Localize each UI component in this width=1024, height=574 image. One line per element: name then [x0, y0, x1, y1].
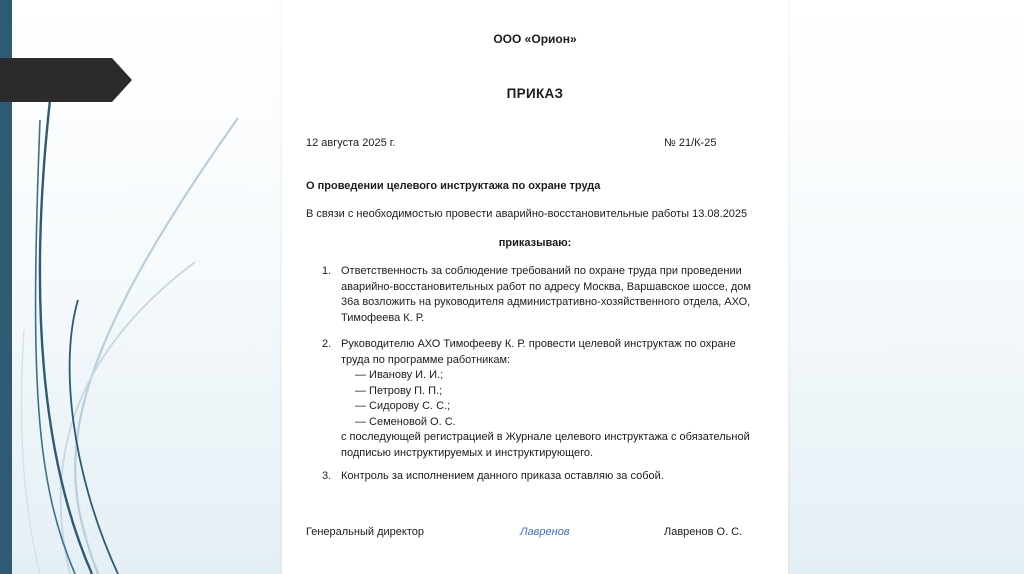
employee-list-item: — Иванову И. И.; — [355, 369, 444, 381]
item-line: труда по программе работникам: — [341, 353, 511, 366]
item-line: Контроль за исполнением данного приказа оставляю за собой. — [341, 470, 664, 482]
document-preamble: В связи с необходимостью провести аварийно-восстановительные работы 13.08.2025 — [306, 208, 748, 220]
title-tab-arrow — [0, 58, 134, 102]
document-date: 12 августа 2025 г. — [306, 137, 396, 149]
document-title: ПРИКАЗ — [506, 86, 564, 101]
order-keyword: приказываю: — [498, 237, 572, 249]
item-line: 36а возложить на руководителя административно-хозяйственного отдела, АХО, — [341, 296, 751, 308]
handwritten-signature: Лавренов — [520, 526, 570, 538]
item-number: 1. — [322, 265, 332, 277]
employee-list-item: — Петрову П. П.; — [355, 384, 443, 397]
item-number: 2. — [322, 338, 332, 350]
item-line: Тимофеева К. Р. — [341, 311, 425, 324]
signatory-role: Генеральный директор — [306, 526, 424, 538]
decor-curve-light-1 — [75, 118, 238, 574]
organization-name: ООО «Орион» — [493, 32, 577, 46]
item-line: Ответственность за соблюдение требований по охране труда при проведении — [341, 265, 742, 277]
signatory-name: Лавренов О. С. — [664, 526, 743, 538]
item-line: подписью инструктируемых и инструктирующего. — [341, 446, 594, 459]
item-line: аварийно-восстановительных работ по адресу Москва, Варшавское шоссе, дом — [341, 280, 751, 293]
decor-curve-dark-1 — [40, 100, 92, 574]
item-line: с последующей регистрацией в Журнале целевого инструктажа с обязательной — [341, 431, 750, 443]
employee-list-item: — Сидорову С. С.; — [355, 400, 451, 412]
document-subject: О проведении целевого инструктажа по охране труда — [306, 180, 601, 192]
item-line: Руководителю АХО Тимофееву К. Р. провести целевой инструктаж по охране — [341, 338, 736, 350]
document-number: № 21/К-25 — [664, 137, 717, 149]
order-document — [282, 0, 788, 574]
item-number: 3. — [322, 470, 332, 482]
employee-list-item: — Семеновой О. С. — [355, 415, 456, 428]
